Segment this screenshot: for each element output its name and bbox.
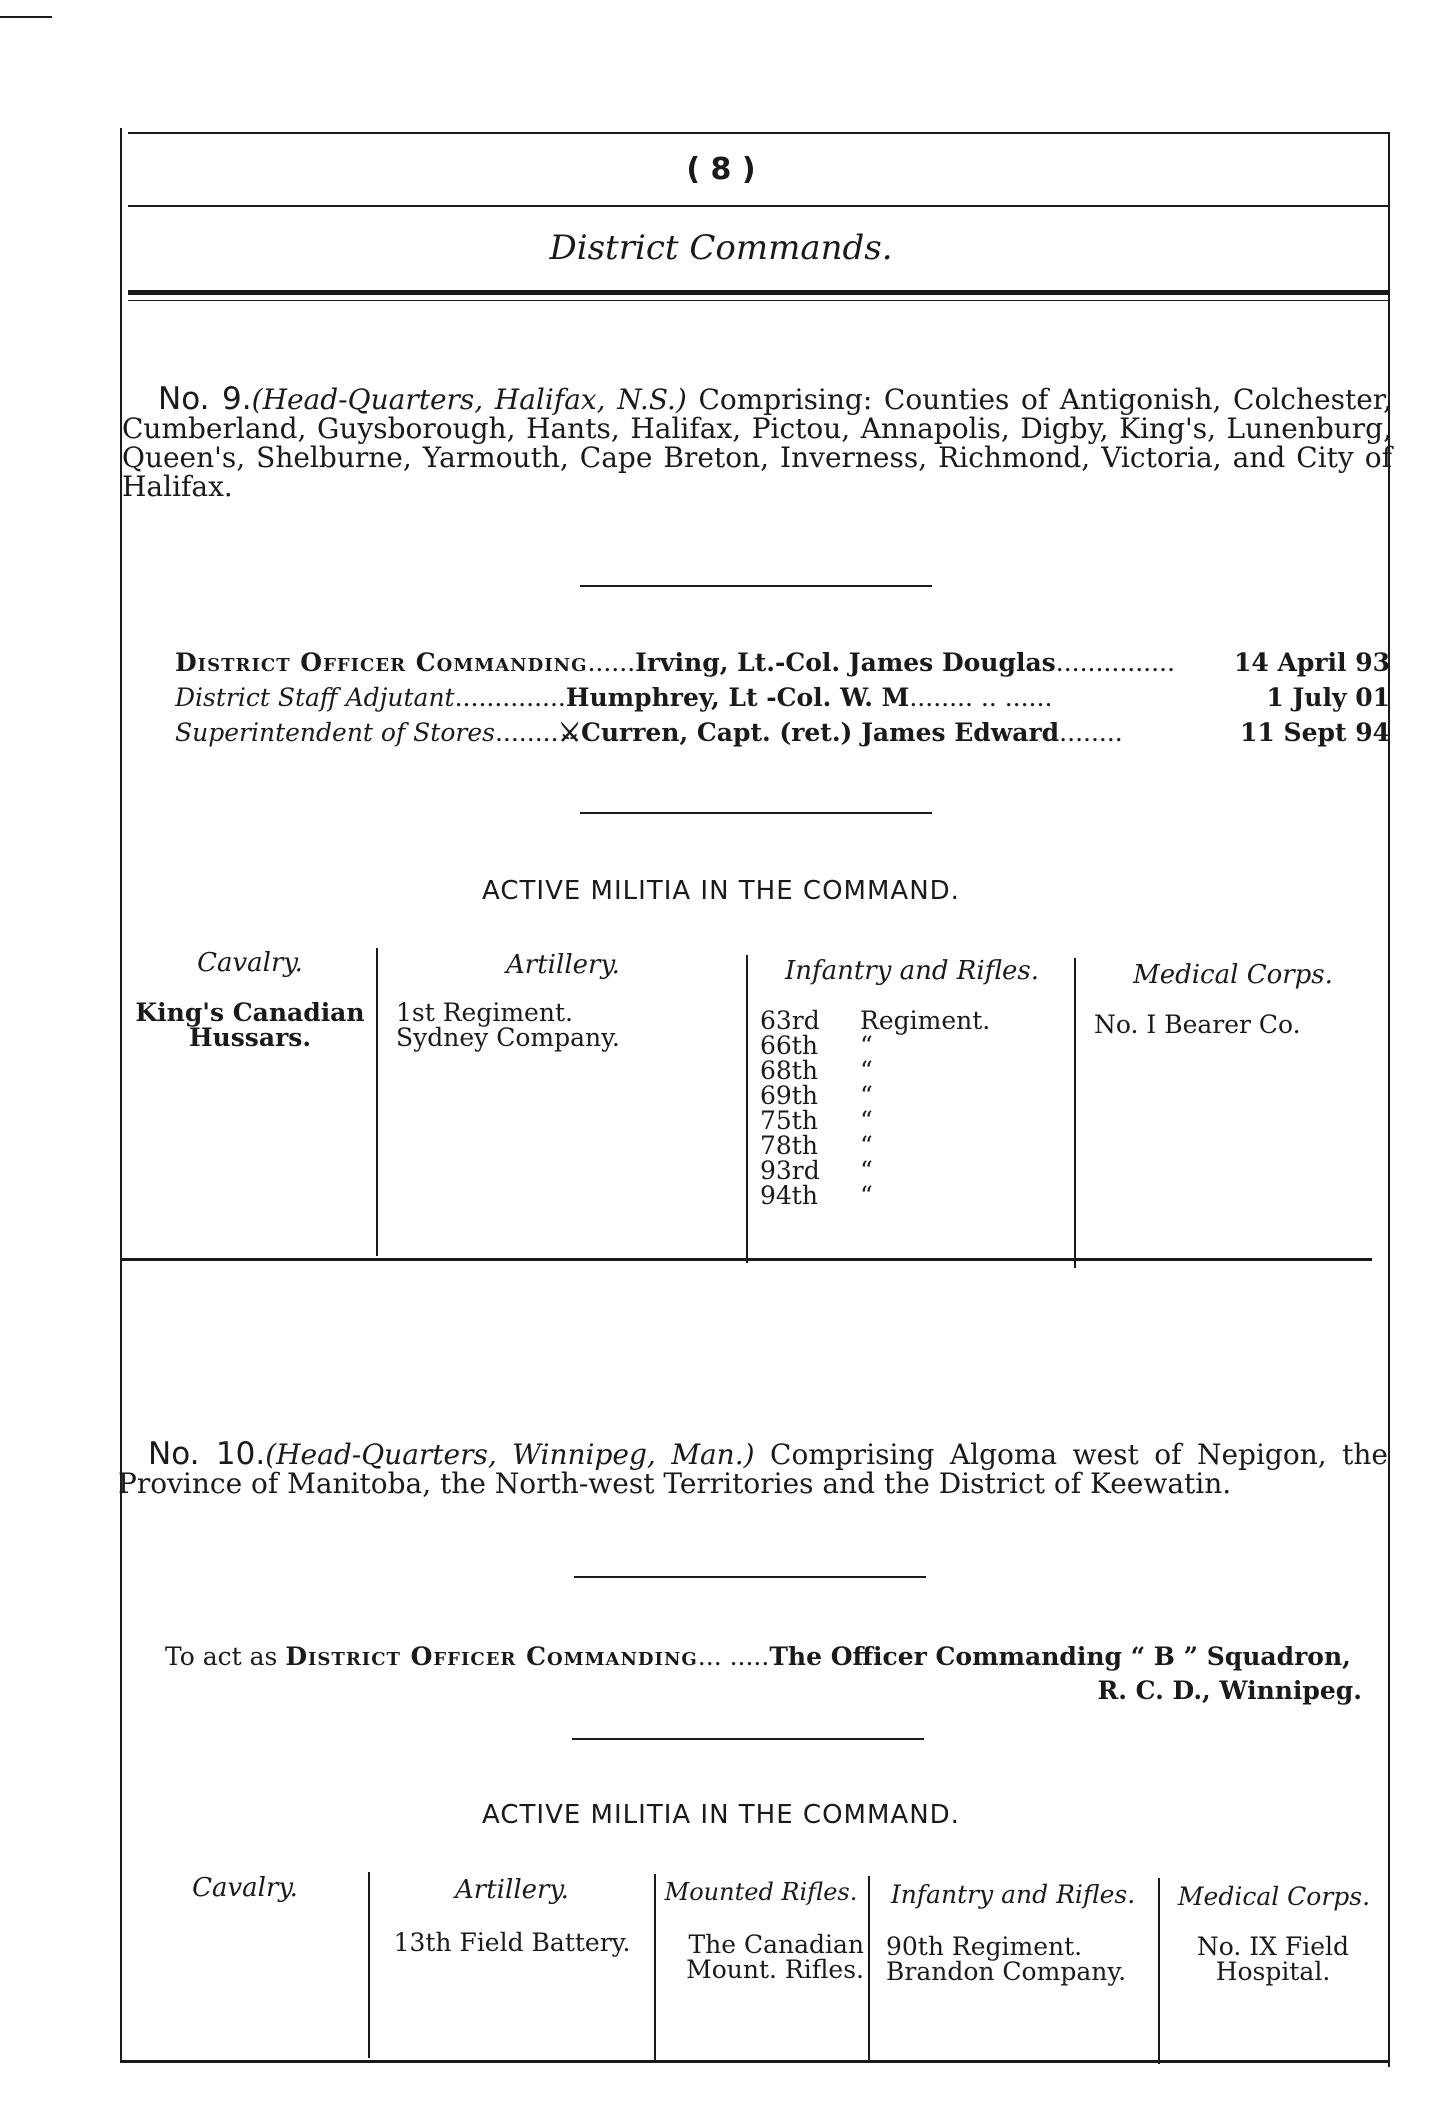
- artillery-unit: 1st Regiment.: [396, 998, 573, 1027]
- title-double-rule-thin: [128, 300, 1390, 301]
- mounted-unit: The Canadian: [688, 1930, 864, 1959]
- margin-mark: [0, 16, 52, 18]
- infantry-units: [886, 1934, 1156, 1984]
- infantry-ordinal: 66th: [760, 1031, 818, 1060]
- medical-head: Medical Corps.: [1133, 960, 1333, 990]
- medical-unit: No. IX Field: [1196, 1932, 1350, 1961]
- artillery-unit: Sydney Company.: [396, 1023, 620, 1052]
- page-title: District Commands.: [549, 228, 893, 268]
- infantry-unit: “: [860, 1031, 873, 1060]
- infantry-row: [760, 1133, 1060, 1158]
- district-9-paragraph: [122, 381, 1392, 503]
- medical-head: Medical Corps.: [1177, 1882, 1371, 1911]
- artillery-units: [396, 1000, 736, 1050]
- acting-name-line2: R. C. D., Winnipeg.: [1097, 1676, 1362, 1705]
- infantry-ordinal: 93rd: [760, 1156, 820, 1185]
- staff-name: ⚔Curren, Capt. (ret.) James Edward: [558, 718, 1060, 747]
- leader-dots: ........: [494, 718, 559, 747]
- staff-date: 11 Sept 94: [1240, 718, 1390, 747]
- frame-below-number: [128, 205, 1390, 207]
- divider: [574, 1576, 926, 1578]
- frame-top: [128, 132, 1390, 134]
- district-9-number: No. 9.: [158, 381, 252, 417]
- infantry-unit: Brandon Company.: [886, 1957, 1127, 1986]
- staff-date: 14 April 93: [1233, 648, 1390, 677]
- acting-prefix: To act as: [165, 1642, 278, 1671]
- mounted-unit: Mount. Rifles.: [686, 1955, 864, 1984]
- infantry-unit: “: [860, 1056, 873, 1085]
- leader-dots: ........ .. ......: [909, 683, 1053, 712]
- infantry-ordinal: 94th: [760, 1181, 818, 1210]
- militia-heading-10: ACTIVE MILITIA IN THE COMMAND.: [482, 1800, 960, 1830]
- title-double-rule: [128, 290, 1390, 295]
- section-divider: [122, 1258, 1372, 1261]
- infantry-row: [760, 1058, 1060, 1083]
- medical-units: [1166, 1934, 1380, 1984]
- leader-dots: ...............: [1055, 648, 1175, 677]
- infantry-head: Infantry and Rifles.: [784, 956, 1040, 986]
- staff-row-adjutant: [175, 683, 1390, 712]
- frame-bottom: [122, 2060, 1390, 2063]
- staff-role: Superintendent of Stores: [175, 718, 495, 747]
- infantry-unit: “: [860, 1081, 873, 1110]
- infantry-row: [760, 1083, 1060, 1108]
- staff-role: District Staff Adjutant: [175, 683, 455, 712]
- page-number: ( 8 ): [686, 152, 756, 187]
- infantry-ordinal: 78th: [760, 1131, 818, 1160]
- medical-units: [1094, 1012, 1384, 1037]
- infantry-ordinal: 69th: [760, 1081, 818, 1110]
- acting-officer: [165, 1642, 1387, 1671]
- infantry-units: [760, 1008, 1060, 1208]
- infantry-head: Infantry and Rifles.: [890, 1880, 1136, 1909]
- leader-dots: ..............: [454, 683, 566, 712]
- staff-date: 1 July 01: [1266, 683, 1390, 712]
- infantry-ordinal: 75th: [760, 1106, 818, 1135]
- col-divider: [1074, 958, 1076, 1268]
- infantry-unit: “: [860, 1181, 873, 1210]
- col-divider: [746, 955, 748, 1263]
- infantry-ordinal: 63rd: [760, 1006, 820, 1035]
- leader-dots: ......: [587, 648, 636, 677]
- district-9-description: Comprising: Counties of Antigonish, Colchester, Cumberland, Guysborough, Hants, Halifax, Pictou, Annapolis, Digby, King's, Lunenburg, Queen's, Shelburne, Yarmouth, Cape Breton, Inverness, Richmond, Victoria, and City of Halifax.: [122, 383, 1392, 503]
- infantry-unit: “: [860, 1156, 873, 1185]
- staff-row-stores: [175, 718, 1390, 747]
- infantry-row: [760, 1183, 1060, 1208]
- infantry-row: [760, 1033, 1060, 1058]
- acting-name: The Officer Commanding “ B ” Squadron,: [769, 1642, 1351, 1671]
- col-divider: [368, 1872, 370, 2058]
- cavalry-unit: King's Canadian: [135, 998, 365, 1027]
- staff-name: Irving, Lt.-Col. James Douglas: [635, 648, 1056, 677]
- staff-row-doc: [175, 648, 1390, 677]
- artillery-units: [372, 1930, 652, 1955]
- cavalry-units: [125, 1000, 375, 1050]
- medical-unit: No. I Bearer Co.: [1094, 1010, 1301, 1039]
- infantry-row: [760, 1008, 1060, 1033]
- artillery-unit: 13th Field Battery.: [393, 1928, 631, 1957]
- artillery-head: Artillery.: [506, 950, 620, 980]
- militia-heading-9: ACTIVE MILITIA IN THE COMMAND.: [482, 876, 960, 906]
- col-divider: [376, 948, 378, 1256]
- infantry-unit: Regiment.: [860, 1006, 991, 1035]
- acting-role: District Officer Commanding: [285, 1642, 698, 1671]
- leader-dots: ... .....: [697, 1642, 770, 1671]
- infantry-unit: “: [860, 1106, 873, 1135]
- district-10-description: Comprising Algoma west of Nepigon, the Province of Manitoba, the North-west Territories and the District of Keewatin.: [118, 1438, 1388, 1500]
- divider: [580, 812, 932, 814]
- divider: [572, 1738, 924, 1740]
- cavalry-unit: Hussars.: [188, 1023, 312, 1052]
- mounted-units: [660, 1932, 864, 1982]
- medical-unit: Hospital.: [1215, 1957, 1331, 1986]
- infantry-unit: 90th Regiment.: [886, 1932, 1083, 1961]
- district-10-hq: (Head-Quarters, Winnipeg, Man.): [265, 1438, 755, 1471]
- cavalry-head: Cavalry.: [192, 1873, 298, 1903]
- staff-name: Humphrey, Lt -Col. W. M: [565, 683, 910, 712]
- cavalry-head: Cavalry.: [197, 948, 303, 978]
- infantry-unit: “: [860, 1131, 873, 1160]
- divider: [580, 585, 932, 587]
- infantry-row: [760, 1108, 1060, 1133]
- infantry-ordinal: 68th: [760, 1056, 818, 1085]
- district-10-paragraph: [118, 1436, 1388, 1500]
- staff-role: District Officer Commanding: [175, 648, 588, 677]
- mounted-head: Mounted Rifles.: [664, 1878, 858, 1906]
- leader-dots: ........: [1059, 718, 1123, 747]
- infantry-row: [760, 1158, 1060, 1183]
- district-9-hq: (Head-Quarters, Halifax, N.S.): [251, 383, 687, 416]
- artillery-head: Artillery.: [455, 1875, 569, 1905]
- district-10-number: No. 10.: [148, 1436, 266, 1472]
